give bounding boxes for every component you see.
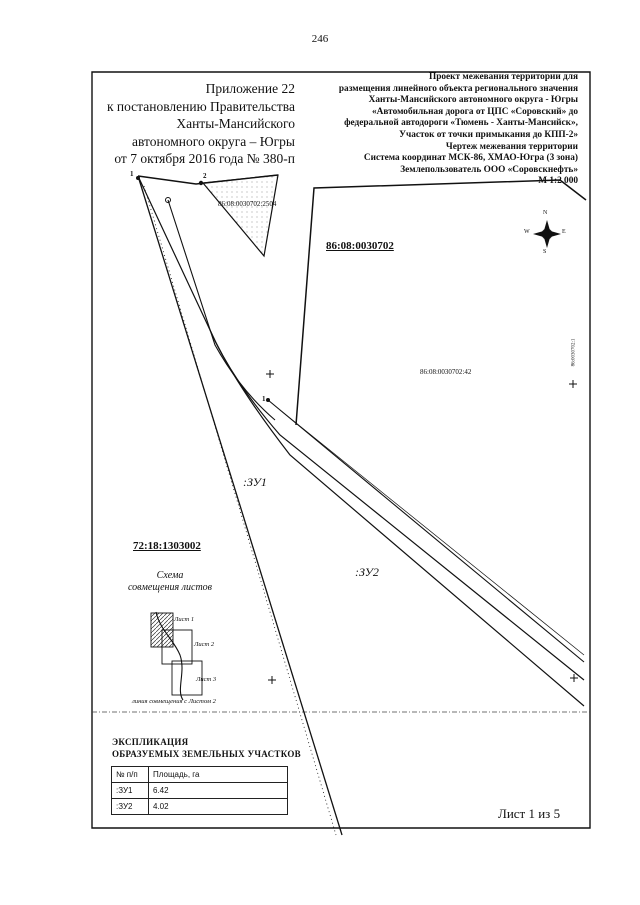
compass-s: S — [543, 249, 547, 255]
parcel-2504-boundary — [203, 175, 278, 256]
explication-title-line: ОБРАЗУЕМЫХ ЗЕМЕЛЬНЫХ УЧАСТКОВ — [112, 749, 301, 759]
table-cell: 4.02 — [149, 799, 288, 815]
appendix-line: к постановлению Правительства — [106, 98, 295, 114]
compass-n: N — [543, 210, 548, 216]
compass-e: E — [562, 229, 566, 235]
project-line: федеральной автодороги «Тюмень - Ханты-Мансийск», — [344, 118, 578, 129]
appendix-line: Приложение 22 — [205, 81, 295, 96]
scale-label: М 1:2 000 — [538, 176, 578, 187]
page-number: 246 — [311, 33, 329, 45]
sheet-label: Лист 1 — [174, 616, 195, 623]
table-cell: :ЗУ2 — [112, 799, 149, 815]
project-line: «Автомобильная дорога от ЦПС «Соровский» до — [372, 106, 578, 117]
scheme-title-line: Схема — [156, 570, 184, 581]
sheet-label: Лист 3 — [196, 676, 217, 683]
point-label: 2 — [203, 172, 207, 180]
table-row — [112, 799, 288, 815]
scheme-title-line: совмещения листов — [127, 582, 213, 593]
compass-w: W — [524, 229, 530, 235]
sheet-label: Лист 2 — [194, 641, 215, 648]
scheme-title — [120, 570, 220, 594]
table-header-cell: № п/п — [112, 767, 149, 783]
appendix-line: автономного округа – Югры — [132, 133, 295, 149]
parcel-42-label: 86:08:0030702:42 — [420, 368, 472, 376]
project-line: Ханты-Мансийского автономного округа - Югры — [368, 95, 578, 106]
zu2-label: :ЗУ2 — [355, 565, 379, 579]
compass-icon — [533, 220, 561, 248]
overlap-line-label: линия совмещения с Листом 2 — [132, 698, 216, 705]
quarter-86-label: 86:08:0030702 — [326, 240, 394, 252]
sheet-footer: Лист 1 из 5 — [498, 806, 561, 821]
table-header-row — [112, 767, 288, 783]
project-title-block — [296, 72, 578, 188]
explication-table — [111, 766, 288, 815]
table-header-cell: Площадь, га — [149, 767, 288, 783]
table-cell: :ЗУ1 — [112, 783, 149, 799]
project-line: Система координат МСК-86, ХМАО-Югра (3 зона) — [363, 153, 578, 164]
point-label: 1 — [262, 395, 266, 403]
project-line: Чертеж межевания территории — [445, 141, 578, 152]
parcel-42-boundary — [296, 180, 586, 425]
point-label: 1 — [130, 170, 134, 178]
appendix-line: от 7 октября 2016 года № 380-п — [114, 151, 295, 166]
side-code-label: 86:0030702:1 — [571, 338, 577, 367]
table-row — [112, 783, 288, 799]
table-cell: 6.42 — [149, 783, 288, 799]
explication-title-line: ЭКСПЛИКАЦИЯ — [112, 737, 189, 747]
explication-title — [112, 736, 301, 760]
parcel-2504-label: 86:08:0030702:2504 — [218, 200, 277, 208]
project-line: размещения линейного объекта регионального значения — [338, 83, 578, 94]
project-line: Проект межевания территории для — [428, 72, 578, 82]
appendix-line: Ханты-Мансийского — [176, 116, 295, 131]
project-line: Участок от точки примыкания до КПП-2» — [399, 129, 578, 140]
zu1-label: :ЗУ1 — [243, 475, 267, 489]
sheet-scheme-diagram — [151, 612, 202, 700]
quarter-72-label: 72:18:1303002 — [133, 540, 201, 552]
project-line: Землепользователь ООО «Соровскнефть» — [400, 164, 578, 175]
